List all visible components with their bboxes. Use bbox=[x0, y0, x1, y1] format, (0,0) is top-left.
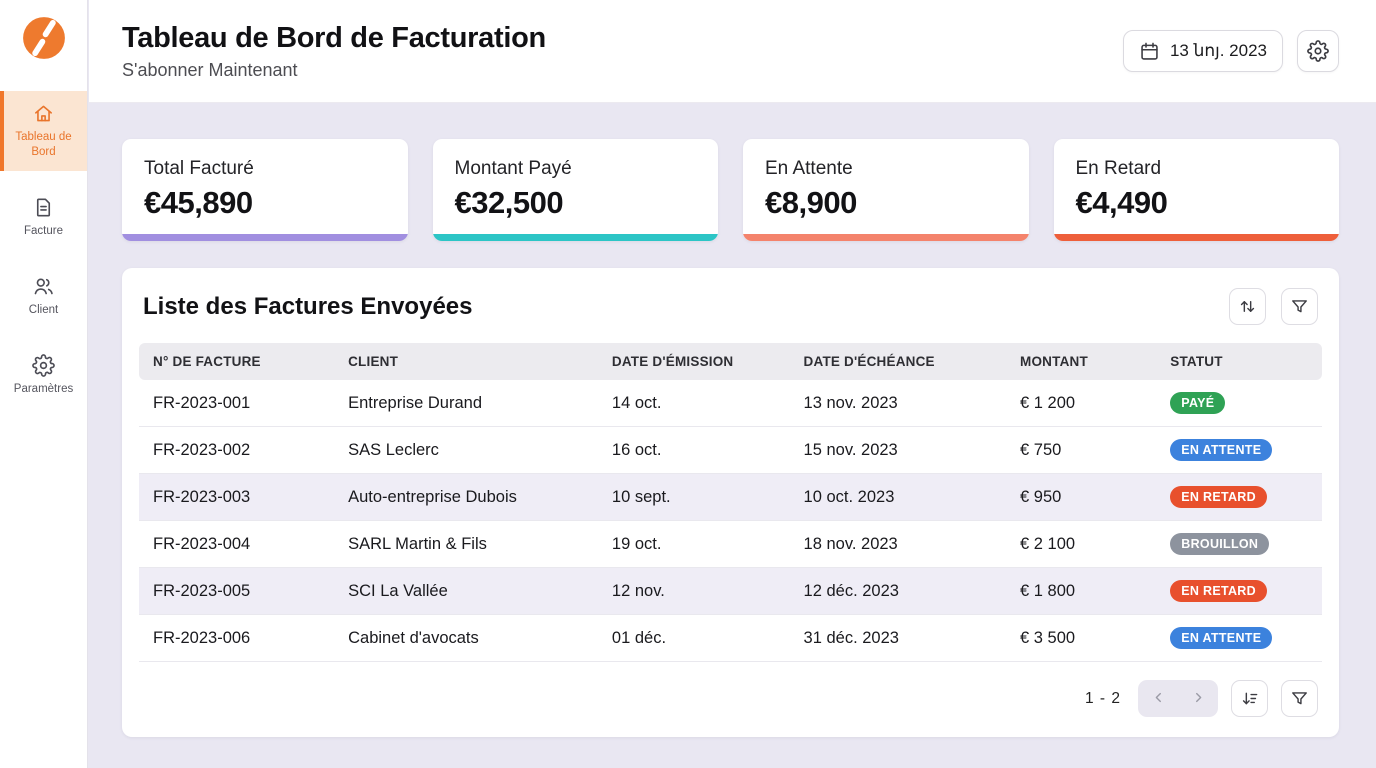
sort-button[interactable] bbox=[1229, 288, 1266, 325]
chevron-right-icon bbox=[1190, 689, 1207, 709]
status-badge: EN RETARD bbox=[1170, 580, 1267, 602]
stat-card bbox=[1054, 139, 1340, 241]
cell-issue-date: 14 oct. bbox=[604, 380, 796, 427]
table-title: Liste des Factures Envoyées bbox=[143, 292, 473, 320]
cell-status bbox=[1162, 427, 1322, 474]
cell-invoice-number: FR-2023-001 bbox=[139, 380, 340, 427]
cell-invoice-number: FR-2023-004 bbox=[139, 521, 340, 568]
cell-amount: € 3 500 bbox=[1012, 615, 1162, 662]
cell-issue-date: 01 déc. bbox=[604, 615, 796, 662]
header bbox=[89, 0, 1376, 103]
invoice-row bbox=[139, 521, 1322, 568]
clients-icon bbox=[32, 275, 55, 298]
settings-icon bbox=[32, 354, 55, 377]
column-header: DATE D'ÉMISSION bbox=[604, 343, 796, 380]
column-header: DATE D'ÉCHÉANCE bbox=[796, 343, 1012, 380]
sort-descending-button[interactable] bbox=[1231, 680, 1268, 717]
sidebar-item-label: Client bbox=[28, 303, 59, 316]
stat-label: Total Facturé bbox=[144, 158, 254, 179]
sort-descending-icon bbox=[1240, 689, 1259, 708]
cell-invoice-number: FR-2023-006 bbox=[139, 615, 340, 662]
stat-label: En Retard bbox=[1075, 158, 1162, 179]
cell-due-date: 15 nov. 2023 bbox=[796, 427, 1012, 474]
status-badge: EN RETARD bbox=[1170, 486, 1267, 508]
cell-due-date: 12 déc. 2023 bbox=[796, 568, 1012, 615]
status-badge: EN ATTENTE bbox=[1170, 627, 1272, 649]
sidebar bbox=[0, 0, 88, 768]
sidebar-nav bbox=[0, 91, 87, 422]
stat-card bbox=[743, 139, 1029, 241]
main-content bbox=[89, 103, 1376, 737]
cell-amount: € 750 bbox=[1012, 427, 1162, 474]
cell-client: Entreprise Durand bbox=[340, 380, 604, 427]
cell-amount: € 1 200 bbox=[1012, 380, 1162, 427]
prev-page-button[interactable] bbox=[1148, 687, 1169, 711]
sidebar-item-parametres[interactable] bbox=[0, 343, 87, 408]
stat-value: €8,900 bbox=[765, 185, 857, 220]
cell-invoice-number: FR-2023-005 bbox=[139, 568, 340, 615]
cell-amount: € 2 100 bbox=[1012, 521, 1162, 568]
stat-value: €45,890 bbox=[144, 185, 253, 220]
cell-amount: € 950 bbox=[1012, 474, 1162, 521]
invoices-card bbox=[122, 268, 1339, 737]
sidebar-item-label: Paramètres bbox=[13, 382, 74, 395]
cell-due-date: 18 nov. 2023 bbox=[796, 521, 1012, 568]
stat-card bbox=[122, 139, 408, 241]
invoice-row bbox=[139, 615, 1322, 662]
status-badge: EN ATTENTE bbox=[1170, 439, 1272, 461]
stat-accent-bar bbox=[743, 234, 1029, 241]
stat-accent-bar bbox=[433, 234, 719, 241]
cell-due-date: 10 oct. 2023 bbox=[796, 474, 1012, 521]
sidebar-item-client[interactable] bbox=[0, 264, 87, 329]
stat-card bbox=[433, 139, 719, 241]
stat-label: En Attente bbox=[765, 158, 853, 179]
funnel-icon bbox=[1290, 297, 1309, 316]
stat-accent-bar bbox=[122, 234, 408, 241]
app-logo[interactable] bbox=[21, 15, 67, 61]
column-header: STATUT bbox=[1162, 343, 1322, 380]
pagination-range: 1 - 2 bbox=[1084, 689, 1121, 707]
invoices-table bbox=[139, 343, 1322, 662]
invoice-row bbox=[139, 427, 1322, 474]
cell-issue-date: 19 oct. bbox=[604, 521, 796, 568]
cell-issue-date: 10 sept. bbox=[604, 474, 796, 521]
cell-status bbox=[1162, 380, 1322, 427]
invoice-row bbox=[139, 568, 1322, 615]
cell-client: SARL Martin & Fils bbox=[340, 521, 604, 568]
cell-status bbox=[1162, 521, 1322, 568]
date-label: 13 նոյ. 2023 bbox=[1169, 41, 1267, 60]
sidebar-item-label: Tableau de Bord bbox=[15, 131, 72, 158]
next-page-button[interactable] bbox=[1188, 687, 1209, 711]
stat-accent-bar bbox=[1054, 234, 1340, 241]
cell-due-date: 31 déc. 2023 bbox=[796, 615, 1012, 662]
chevron-left-icon bbox=[1150, 689, 1167, 709]
cell-status bbox=[1162, 474, 1322, 521]
table-header-row bbox=[139, 343, 1322, 380]
pagination bbox=[1138, 680, 1218, 717]
stat-value: €32,500 bbox=[454, 185, 564, 220]
cell-due-date: 13 nov. 2023 bbox=[796, 380, 1012, 427]
cell-status bbox=[1162, 615, 1322, 662]
cell-client: SCI La Vallée bbox=[340, 568, 604, 615]
cell-invoice-number: FR-2023-002 bbox=[139, 427, 340, 474]
cell-invoice-number: FR-2023-003 bbox=[139, 474, 340, 521]
cell-status bbox=[1162, 568, 1322, 615]
status-badge: BROUILLON bbox=[1170, 533, 1269, 555]
sort-arrows-icon bbox=[1238, 297, 1257, 316]
sidebar-item-tableau-de-bord[interactable] bbox=[0, 91, 87, 171]
invoice-icon bbox=[32, 196, 55, 219]
date-picker-button[interactable] bbox=[1123, 30, 1283, 72]
cell-client: SAS Leclerc bbox=[340, 427, 604, 474]
calendar-icon bbox=[1139, 41, 1160, 62]
cell-issue-date: 12 nov. bbox=[604, 568, 796, 615]
sidebar-item-facture[interactable] bbox=[0, 185, 87, 250]
gear-icon bbox=[1307, 40, 1329, 62]
sidebar-item-label: Facture bbox=[24, 224, 63, 237]
stat-value: €4,490 bbox=[1075, 185, 1168, 220]
page-subtitle: S'abonner Maintenant bbox=[122, 59, 298, 80]
page-title: Tableau de Bord de Facturation bbox=[122, 21, 546, 54]
cell-client: Cabinet d'avocats bbox=[340, 615, 604, 662]
status-badge: PAYÉ bbox=[1170, 392, 1225, 414]
table-footer bbox=[139, 662, 1322, 717]
column-header: MONTANT bbox=[1012, 343, 1162, 380]
funnel-icon bbox=[1290, 689, 1309, 708]
cell-issue-date: 16 oct. bbox=[604, 427, 796, 474]
invoice-row bbox=[139, 474, 1322, 521]
column-header: CLIENT bbox=[340, 343, 604, 380]
cell-amount: € 1 800 bbox=[1012, 568, 1162, 615]
stats-row bbox=[122, 139, 1339, 241]
filter-button[interactable] bbox=[1281, 288, 1318, 325]
stat-label: Montant Payé bbox=[454, 158, 572, 179]
invoice-row bbox=[139, 380, 1322, 427]
cell-client: Auto-entreprise Dubois bbox=[340, 474, 604, 521]
home-icon bbox=[32, 102, 55, 125]
column-header: N° DE FACTURE bbox=[139, 343, 340, 380]
settings-button[interactable] bbox=[1297, 30, 1339, 72]
filter-footer-button[interactable] bbox=[1281, 680, 1318, 717]
